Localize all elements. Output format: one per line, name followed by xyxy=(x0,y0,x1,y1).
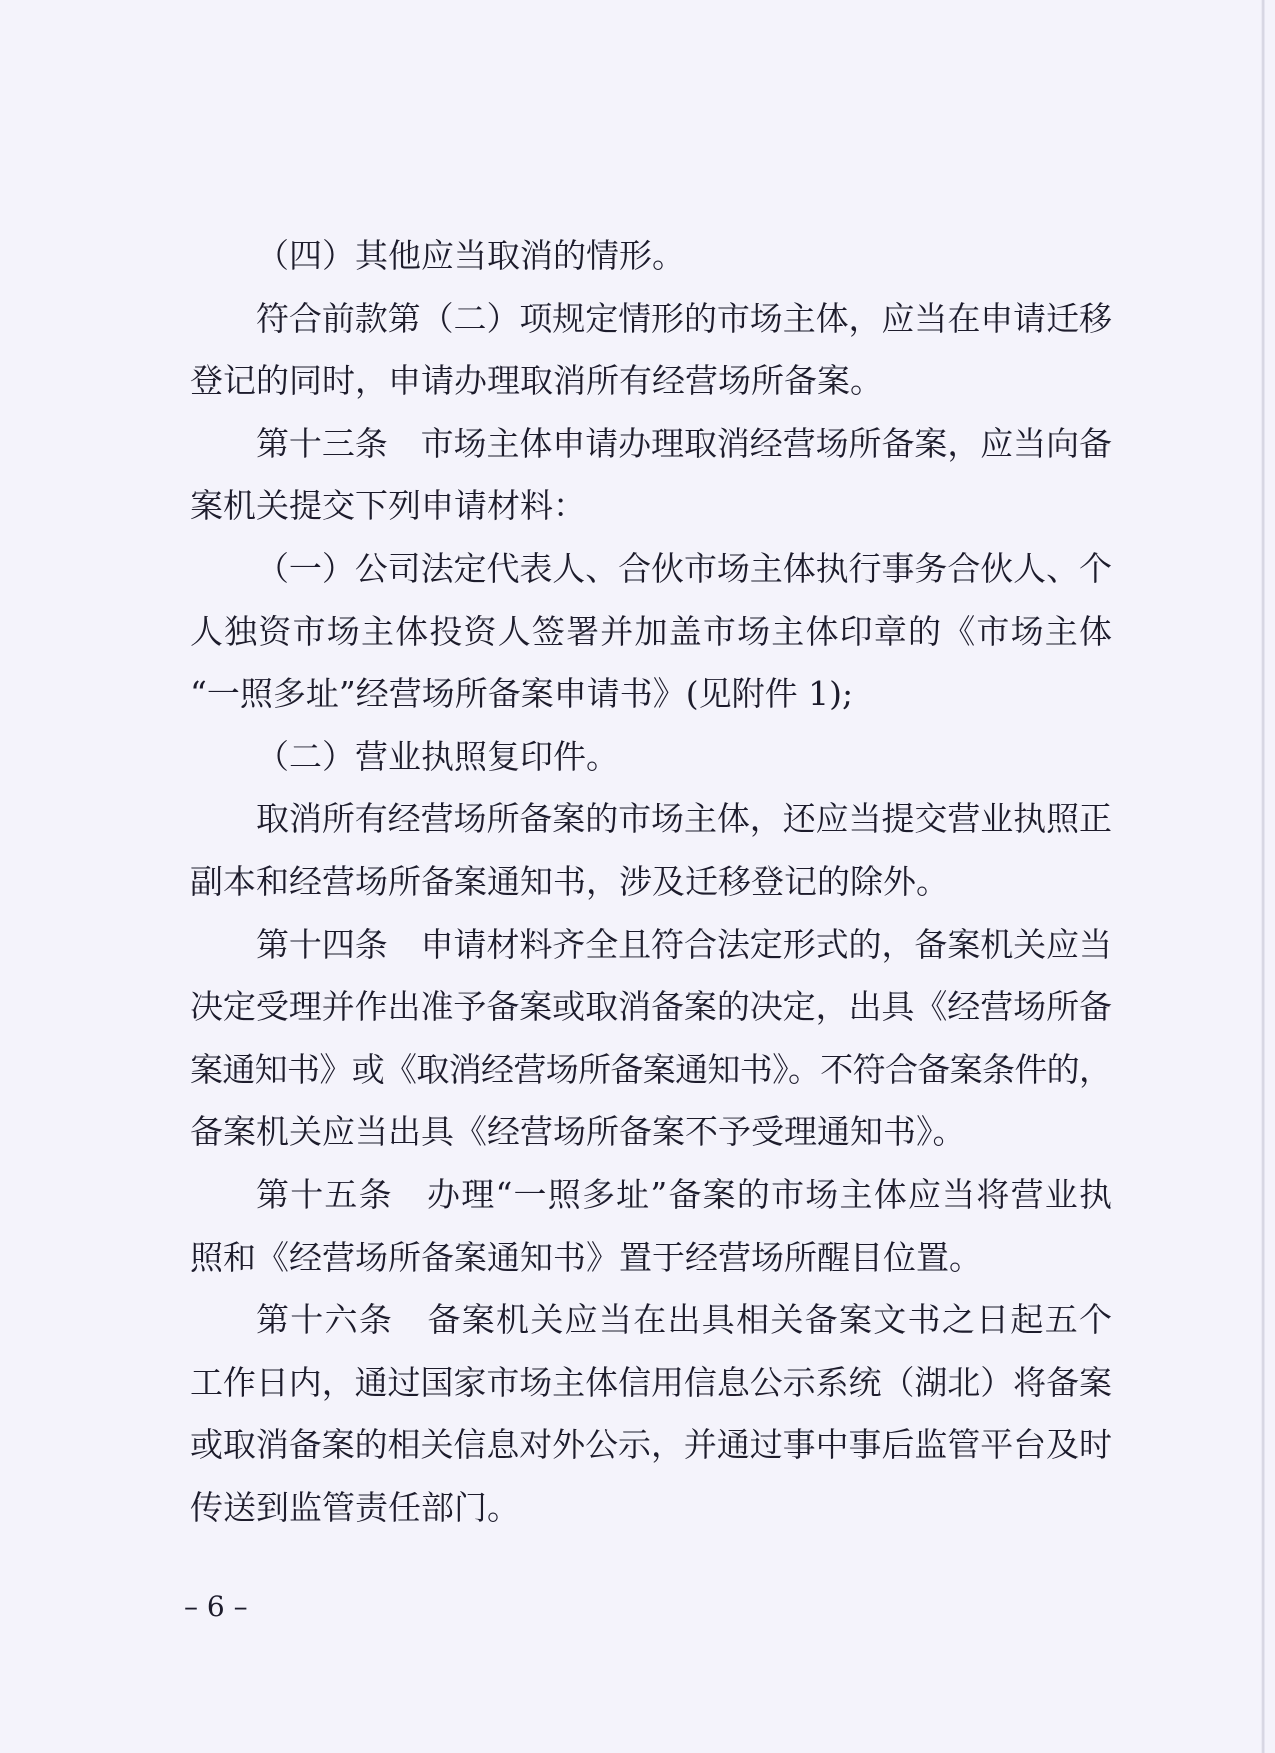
line-text: 第十五条 办理“一照多址”备案的市场主体应当将营业执 xyxy=(256,1174,1114,1214)
text-line xyxy=(190,1039,1112,1102)
line-text: 工作日内，通过国家市场主体信用信息公示系统（湖北）将备案 xyxy=(190,1362,1112,1402)
text-line xyxy=(190,851,1112,914)
text-line xyxy=(190,914,1112,977)
text-line xyxy=(190,1101,1112,1164)
article-14 xyxy=(190,914,1112,1164)
line-text: （一）公司法定代表人、合伙市场主体执行事务合伙人、个 xyxy=(256,548,1112,588)
line-text: 照和《经营场所备案通知书》置于经营场所醒目位置。 xyxy=(190,1237,982,1277)
line-text: 备案机关应当出具《经营场所备案不予受理通知书》。 xyxy=(190,1112,966,1152)
paragraph-clause-4-other-cases xyxy=(190,225,1112,288)
text-line xyxy=(190,413,1112,476)
article-16 xyxy=(190,1289,1112,1539)
text-line xyxy=(190,1164,1112,1227)
text-line xyxy=(190,788,1112,851)
text-line xyxy=(190,538,1112,601)
line-text: “一照多址”经营场所备案申请书》(见附件 1); xyxy=(190,674,854,714)
scan-edge-shadow xyxy=(1261,0,1265,1753)
line-text: （二）营业执照复印件。 xyxy=(256,736,619,776)
text-line xyxy=(190,475,1112,538)
line-text: 取消所有经营场所备案的市场主体，还应当提交营业执照正 xyxy=(256,799,1112,839)
paragraph-cancel-all-note xyxy=(190,788,1112,913)
page-number: – 6 – xyxy=(184,1590,248,1623)
text-line xyxy=(190,350,1112,413)
line-text: 第十六条 备案机关应当在出具相关备案文书之日起五个 xyxy=(256,1300,1114,1340)
text-line xyxy=(190,1227,1112,1290)
text-line xyxy=(190,1289,1112,1352)
line-text: （四）其他应当取消的情形。 xyxy=(256,236,685,275)
document-body xyxy=(190,225,1112,1539)
article-15 xyxy=(190,1164,1112,1289)
text-line xyxy=(190,726,1112,789)
line-text: 或取消备案的相关信息对外公示，并通过事中事后监管平台及时 xyxy=(190,1425,1112,1465)
text-line xyxy=(190,1352,1112,1415)
paragraph-migration-note xyxy=(190,288,1112,413)
line-text: 案通知书》或《取消经营场所备案通知书》。不符合备案条件的， xyxy=(190,1049,1112,1089)
text-line xyxy=(190,1477,1112,1540)
text-line xyxy=(190,288,1112,351)
line-text: 副本和经营场所备案通知书，涉及迁移登记的除外。 xyxy=(190,861,949,901)
line-text: 登记的同时，申请办理取消所有经营场所备案。 xyxy=(190,361,883,401)
line-text: 案机关提交下列申请材料： xyxy=(190,486,586,526)
line-text: 决定受理并作出准予备案或取消备案的决定，出具《经营场所备 xyxy=(190,987,1112,1027)
text-line xyxy=(190,1414,1112,1477)
line-text: 符合前款第（二）项规定情形的市场主体，应当在申请迁移 xyxy=(256,298,1112,338)
line-text: 人独资市场主体投资人签署并加盖市场主体印章的《市场主体 xyxy=(190,611,1114,651)
article-13-item-1 xyxy=(190,538,1112,726)
text-line xyxy=(190,976,1112,1039)
article-13-item-2 xyxy=(190,726,1112,789)
line-text: 第十四条 申请材料齐全且符合法定形式的，备案机关应当 xyxy=(256,924,1112,964)
line-text: 第十三条 市场主体申请办理取消经营场所备案，应当向备 xyxy=(256,423,1112,463)
line-text: 传送到监管责任部门。 xyxy=(190,1487,520,1527)
text-line xyxy=(190,663,1112,726)
text-line xyxy=(190,601,1112,664)
text-line xyxy=(190,225,1112,288)
article-13 xyxy=(190,413,1112,538)
